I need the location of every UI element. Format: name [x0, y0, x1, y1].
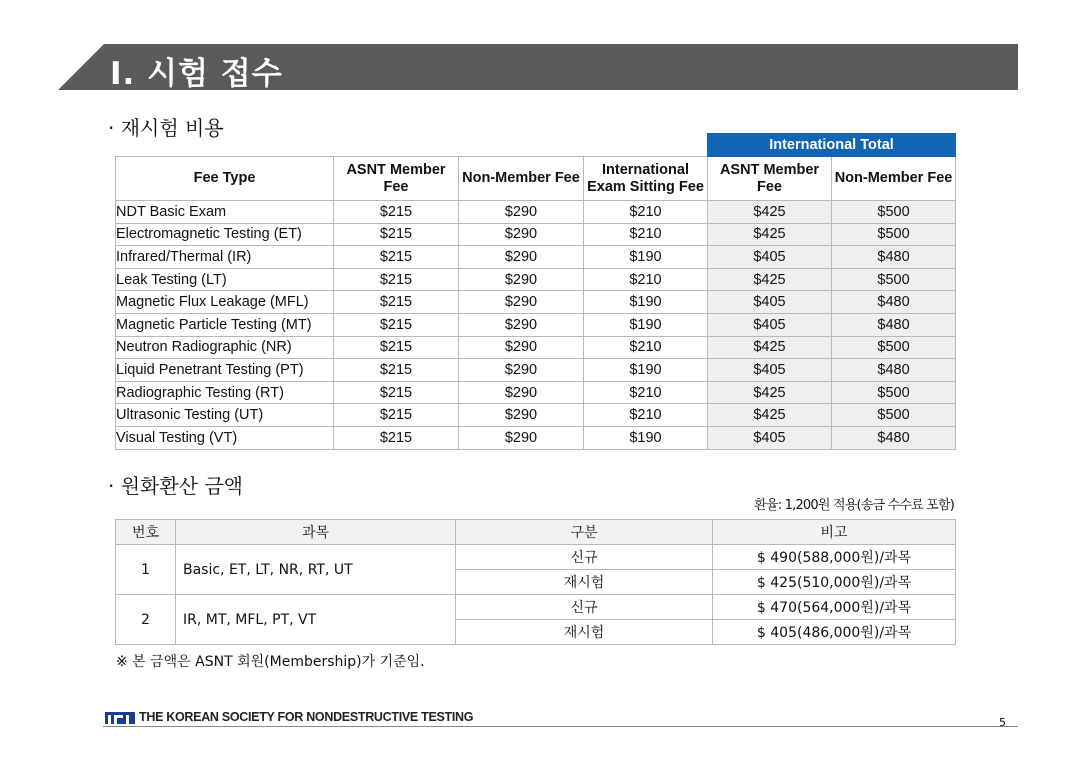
fee-type-cell: Neutron Radiographic (NR) — [116, 336, 334, 359]
fee-value-cell: $210 — [584, 336, 708, 359]
fee-value-cell: $290 — [459, 359, 584, 382]
fee-value-cell: $500 — [832, 381, 956, 404]
fee-value-cell: $500 — [832, 223, 956, 246]
section-title-retest-fee: · 재시험 비용 — [108, 116, 224, 140]
international-total-header: International Total — [708, 134, 956, 157]
fee-value-cell: $210 — [584, 404, 708, 427]
retest-fee-table — [115, 133, 956, 450]
title-banner — [58, 44, 1018, 90]
fee-value-cell: $405 — [708, 246, 832, 269]
remark-cell: $ 405(486,000원)/과목 — [713, 620, 956, 645]
col-header-asnt-member: ASNT Member Fee — [334, 157, 459, 201]
fee-value-cell: $215 — [334, 426, 459, 449]
table-row — [116, 313, 956, 336]
fee-value-cell: $290 — [459, 404, 584, 427]
fee-value-cell: $215 — [334, 336, 459, 359]
fee-value-cell: $290 — [459, 268, 584, 291]
col-header-intl-sitting: International Exam Sitting Fee — [584, 157, 708, 201]
fee-value-cell: $190 — [584, 359, 708, 382]
fee-value-cell: $480 — [832, 426, 956, 449]
fee-value-cell: $210 — [584, 223, 708, 246]
fee-group-header-row — [116, 134, 956, 157]
col-header-total-non-member: Non-Member Fee — [832, 157, 956, 201]
table-row — [116, 595, 956, 620]
blank-header — [116, 134, 708, 157]
col-header-subject: 과목 — [176, 520, 456, 545]
table-row — [116, 291, 956, 314]
fee-value-cell: $215 — [334, 404, 459, 427]
table-row — [116, 426, 956, 449]
fee-value-cell: $190 — [584, 291, 708, 314]
ksnt-logo-icon — [105, 710, 135, 724]
fee-type-cell: Visual Testing (VT) — [116, 426, 334, 449]
fee-value-cell: $405 — [708, 426, 832, 449]
table-row — [116, 223, 956, 246]
fee-type-cell: Magnetic Flux Leakage (MFL) — [116, 291, 334, 314]
table-row — [116, 381, 956, 404]
col-header-fee-type: Fee Type — [116, 157, 334, 201]
group-subjects-cell: Basic, ET, LT, NR, RT, UT — [176, 545, 456, 595]
fee-value-cell: $215 — [334, 291, 459, 314]
exchange-rate-note: 환율: 1,200원 적용(송금 수수료 포함) — [754, 498, 954, 513]
category-cell: 신규 — [456, 595, 713, 620]
fee-type-cell: Liquid Penetrant Testing (PT) — [116, 359, 334, 382]
fee-value-cell: $215 — [334, 223, 459, 246]
fee-value-cell: $480 — [832, 291, 956, 314]
page-title: I. 시험 접수 — [110, 56, 283, 92]
fee-value-cell: $425 — [708, 336, 832, 359]
col-header-total-asnt-member: ASNT Member Fee — [708, 157, 832, 201]
section-title-krw: · 원화환산 금액 — [108, 474, 243, 498]
fee-value-cell: $215 — [334, 246, 459, 269]
footer-divider — [103, 726, 1018, 727]
footer-org-name: THE KOREAN SOCIETY FOR NONDESTRUCTIVE TESTING — [139, 710, 474, 724]
fee-value-cell: $215 — [334, 313, 459, 336]
fee-value-cell: $290 — [459, 201, 584, 224]
conv-header-row — [116, 520, 956, 545]
fee-value-cell: $210 — [584, 381, 708, 404]
fee-value-cell: $480 — [832, 359, 956, 382]
conv-table-body — [116, 545, 956, 645]
col-header-number: 번호 — [116, 520, 176, 545]
table-row — [116, 404, 956, 427]
fee-value-cell: $210 — [584, 268, 708, 291]
fee-value-cell: $215 — [334, 201, 459, 224]
group-number-cell: 2 — [116, 595, 176, 645]
fee-value-cell: $405 — [708, 291, 832, 314]
table-row — [116, 268, 956, 291]
fee-type-cell: Ultrasonic Testing (UT) — [116, 404, 334, 427]
fee-value-cell: $190 — [584, 426, 708, 449]
fee-value-cell: $405 — [708, 359, 832, 382]
remark-cell: $ 490(588,000원)/과목 — [713, 545, 956, 570]
fee-value-cell: $500 — [832, 201, 956, 224]
category-cell: 재시험 — [456, 570, 713, 595]
fee-value-cell: $190 — [584, 246, 708, 269]
fee-type-cell: Leak Testing (LT) — [116, 268, 334, 291]
table-row — [116, 201, 956, 224]
fee-value-cell: $425 — [708, 381, 832, 404]
table-row — [116, 359, 956, 382]
col-header-remark: 비고 — [713, 520, 956, 545]
fee-value-cell: $215 — [334, 381, 459, 404]
fee-value-cell: $425 — [708, 268, 832, 291]
group-subjects-cell: IR, MT, MFL, PT, VT — [176, 595, 456, 645]
fee-column-header-row — [116, 157, 956, 201]
remark-cell: $ 470(564,000원)/과목 — [713, 595, 956, 620]
fee-value-cell: $405 — [708, 313, 832, 336]
fee-value-cell: $500 — [832, 268, 956, 291]
fee-value-cell: $480 — [832, 313, 956, 336]
table-row — [116, 336, 956, 359]
fee-type-cell: Radiographic Testing (RT) — [116, 381, 334, 404]
fee-value-cell: $210 — [584, 201, 708, 224]
fee-type-cell: Magnetic Particle Testing (MT) — [116, 313, 334, 336]
fee-value-cell: $290 — [459, 291, 584, 314]
fee-value-cell: $425 — [708, 223, 832, 246]
fee-value-cell: $290 — [459, 313, 584, 336]
remark-cell: $ 425(510,000원)/과목 — [713, 570, 956, 595]
category-cell: 신규 — [456, 545, 713, 570]
page-number: 5 — [999, 716, 1006, 729]
fee-table-body — [116, 201, 956, 450]
fee-value-cell: $480 — [832, 246, 956, 269]
fee-value-cell: $290 — [459, 246, 584, 269]
fee-value-cell: $500 — [832, 336, 956, 359]
fee-value-cell: $425 — [708, 404, 832, 427]
fee-value-cell: $500 — [832, 404, 956, 427]
fee-value-cell: $215 — [334, 359, 459, 382]
fee-value-cell: $215 — [334, 268, 459, 291]
fee-type-cell: Infrared/Thermal (IR) — [116, 246, 334, 269]
krw-conversion-table — [115, 519, 956, 645]
membership-note: ※ 본 금액은 ASNT 회원(Membership)가 기준임. — [116, 654, 425, 670]
fee-value-cell: $290 — [459, 223, 584, 246]
col-header-non-member: Non-Member Fee — [459, 157, 584, 201]
table-row — [116, 545, 956, 570]
group-number-cell: 1 — [116, 545, 176, 595]
fee-value-cell: $425 — [708, 201, 832, 224]
fee-type-cell: NDT Basic Exam — [116, 201, 334, 224]
table-row — [116, 246, 956, 269]
fee-value-cell: $190 — [584, 313, 708, 336]
fee-type-cell: Electromagnetic Testing (ET) — [116, 223, 334, 246]
fee-value-cell: $290 — [459, 426, 584, 449]
category-cell: 재시험 — [456, 620, 713, 645]
col-header-category: 구분 — [456, 520, 713, 545]
fee-value-cell: $290 — [459, 381, 584, 404]
fee-value-cell: $290 — [459, 336, 584, 359]
